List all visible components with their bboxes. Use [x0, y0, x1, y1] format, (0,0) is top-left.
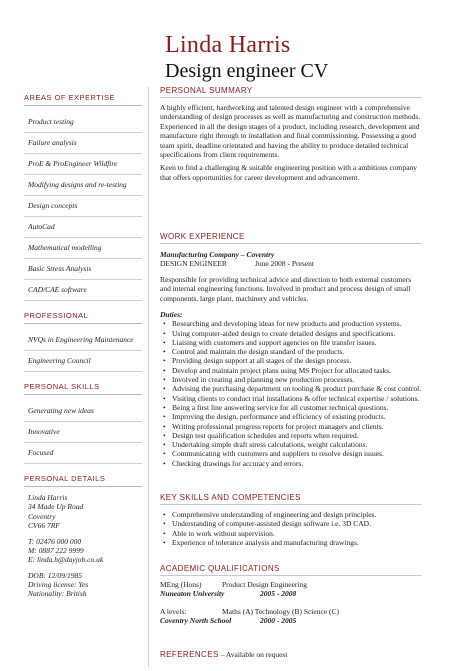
- duty-item: • Being a first line answering service for all customer technical questions.: [172, 403, 422, 412]
- university: Nuneaton University: [160, 589, 225, 599]
- duty-item: • Writing professional progress reports for project managers and clients.: [172, 422, 422, 431]
- email-link[interactable]: E: linda.h@dayjob.co.uk: [28, 555, 104, 565]
- employer: Manufacturing Company – Coventry: [160, 250, 275, 259]
- work-heading: WORK EXPERIENCE: [160, 232, 422, 244]
- skill-item: Focused: [24, 443, 142, 464]
- key-skills-section: [160, 510, 422, 547]
- degree-subject: Product Design Engineering: [222, 580, 307, 589]
- duty-item: • Develop and maintain project plans using MS Project for allocated tasks.: [172, 366, 422, 375]
- work-section: [160, 250, 422, 468]
- duty-item: • Communicating with customers and suppliers to resolve design issues.: [172, 449, 422, 458]
- duty-item: • Researching and developing ideas for new products and production systems.: [172, 319, 422, 328]
- school: Coventry North School: [160, 616, 232, 626]
- school-dates: 2000 - 2005: [260, 616, 297, 626]
- expertise-item: AutoCad: [24, 217, 142, 238]
- expertise-item: Basic Stress Analysis: [24, 259, 142, 280]
- duties-label: Duties:: [160, 309, 183, 319]
- summary-paragraph: Keen to find a challenging & suitable engineering position with a ambitious company that offers opportunities for career development and advancement.: [160, 163, 418, 182]
- role-row: [160, 259, 422, 268]
- duty-item: • Improving the design, performance and efficiency of existing products.: [172, 412, 422, 421]
- expertise-item: Mathematical modelling: [24, 238, 142, 259]
- skill-item: Generating new ideas: [24, 401, 142, 422]
- references-text: – Available on request: [220, 650, 288, 659]
- degree: MEng (Hons): [160, 580, 202, 589]
- education-heading: ACADEMIC QUALIFICATIONS: [160, 564, 422, 576]
- job-description: Responsible for providing technical advice and direction to both external customers and internal engineering functions. Involved in product and process design of small components, large plant, machinery and vehicles.: [160, 274, 412, 303]
- references-row: [160, 650, 422, 659]
- job-dates: June 2008 - Present: [255, 259, 314, 269]
- education-section: [160, 580, 422, 626]
- references-heading: REFERENCES: [160, 650, 219, 659]
- date-of-birth: DOB: 12/09/1985: [28, 570, 82, 580]
- alevels-row: [160, 607, 422, 616]
- expertise-item: Modifying designs and re-testing: [24, 175, 142, 196]
- address-line: 34 Made Up Road: [28, 502, 84, 512]
- address-block: [24, 493, 142, 599]
- key-skill-item: • Understanding of computer-assisted design software i.e. 3D CAD.: [172, 519, 422, 528]
- skill-item: Innovative: [24, 422, 142, 443]
- alevels-subjects: Maths (A) Technology (B) Science (C): [222, 606, 340, 616]
- expertise-item: CAD/CAE software: [24, 280, 142, 301]
- duties-list: [160, 319, 422, 468]
- duty-item: • Undertaking simple draft stress calculations, weight calculations.: [172, 440, 422, 449]
- phone-mobile: M: 0887 222 9999: [28, 545, 84, 555]
- professional-item: Engineering Council: [24, 351, 142, 372]
- key-skill-item: • Experience of tolerance analysis and manufacturing drawings.: [172, 538, 422, 547]
- duty-item: • Providing design support at all stages of the design process.: [172, 356, 422, 365]
- driving-license: Driving license: Yes: [28, 580, 89, 589]
- phone-landline: T: 02476 000 000: [28, 536, 82, 546]
- skills-heading: PERSONAL SKILLS: [24, 382, 142, 395]
- duty-item: • Liaising with customers and support agencies on file transfer issues.: [172, 338, 422, 347]
- duty-item: • Visiting clients to conduct trial installations & offer technical expertise / solutions.: [172, 394, 422, 403]
- details-heading: PERSONAL DETAILS: [24, 474, 142, 487]
- address-line: CV66 7RF: [28, 521, 60, 531]
- key-skills-heading: KEY SKILLS AND COMPETENCIES: [160, 493, 422, 505]
- alevels-label: A levels:: [160, 606, 187, 616]
- duty-item: • Advising the purchasing department on tooling & product purchase & cost control.: [172, 384, 422, 393]
- key-skills-list: [160, 510, 422, 547]
- job-title: DESIGN ENGINEER: [160, 259, 227, 269]
- summary-section: [160, 103, 422, 186]
- divider-line: [148, 87, 149, 667]
- duty-item: • Design test qualification schedules and reports when required.: [172, 431, 422, 440]
- candidate-name: Linda Harris: [165, 32, 291, 58]
- duty-item: • Checking drawings for accuracy and errors.: [172, 459, 422, 468]
- duty-item: • Using computer-aided design to create detailed designs and specifications.: [172, 329, 422, 338]
- duty-item: • Control and maintain the design standard of the products.: [172, 347, 422, 356]
- professional-heading: PROFESSIONAL: [24, 311, 142, 324]
- key-skill-item: • Comprehensive understanding of engineering and design principles.: [172, 510, 422, 519]
- university-dates: 2005 - 2008: [260, 589, 297, 599]
- address-line: Linda Harris: [28, 493, 68, 502]
- sidebar: [24, 93, 142, 599]
- expertise-item: Design concepts: [24, 196, 142, 217]
- summary-heading: PERSONAL SUMMARY: [160, 86, 422, 98]
- cv-title: Design engineer CV: [165, 60, 329, 82]
- duty-item: • Involved in creating and planning new production processes.: [172, 375, 422, 384]
- university-row: [160, 589, 422, 598]
- expertise-item: Failure analysis: [24, 133, 142, 154]
- summary-paragraph: A highly efficient, hardworking and talented design engineer with a comprehensive understanding of design processes as well as manufacturing and construction methods. Experienced in all the design stages of a product, including research, development and manufacture right through to installation and final commissioning. Possessing a good team spirit, deadline orientated and having the ability to produce detailed technical specifications from client requirements.: [160, 103, 421, 159]
- school-row: [160, 616, 422, 625]
- professional-item: NVQs in Engineering Maintenance: [24, 330, 142, 351]
- degree-row: [160, 580, 422, 589]
- address-line: Coventry: [28, 511, 56, 521]
- nationality: Nationality: British: [28, 589, 87, 599]
- expertise-item: Product testing: [24, 112, 142, 133]
- key-skill-item: • Able to work without supervision.: [172, 529, 422, 538]
- expertise-item: ProE & ProEngineer Wildfire: [24, 154, 142, 175]
- expertise-heading: AREAS OF EXPERTISE: [24, 93, 142, 106]
